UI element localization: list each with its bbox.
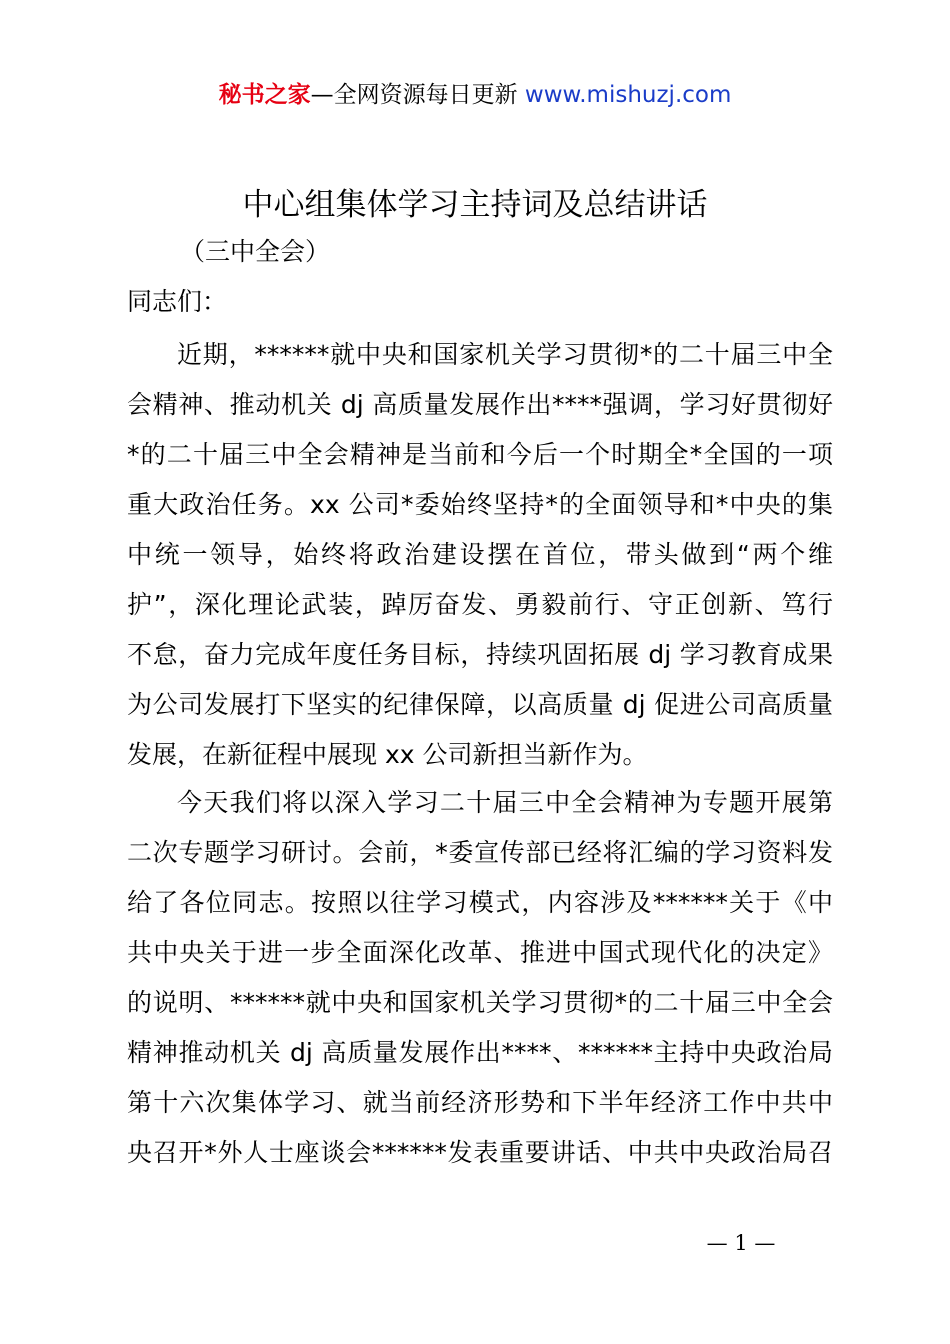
site-brand: 秘书之家 xyxy=(218,82,311,108)
document-subtitle: （三中全会） xyxy=(180,237,331,266)
page-number: — 1 — xyxy=(706,1231,776,1255)
paragraph-line: 今天我们将以深入学习二十届三中全会精神为专题开展第 xyxy=(177,788,833,817)
document-title: 中心组集体学习主持词及总结讲话 xyxy=(242,187,708,223)
site-url-link[interactable]: www.mishuzj.com xyxy=(524,82,732,108)
paragraph-line: 央召开*外人士座谈会******发表重要讲话、中共中央政治局召 xyxy=(127,1138,833,1167)
paragraph-line: 精神推动机关 dj 高质量发展作出****、******主持中央政治局 xyxy=(127,1038,833,1067)
paragraph-line: 重大政治任务。xx 公司*委始终坚持*的全面领导和*中央的集 xyxy=(127,490,833,519)
paragraph-line: 护”，深化理论武装，踔厉奋发、勇毅前行、守正创新、笃行 xyxy=(127,590,833,619)
paragraph-line: 共中央关于进一步全面深化改革、推进中国式现代化的决定》 xyxy=(127,938,833,967)
paragraph-line: *的二十届三中全会精神是当前和今后一个时期全*全国的一项 xyxy=(127,440,833,469)
salutation: 同志们： xyxy=(127,287,228,316)
paragraph-line: 给了各位同志。按照以往学习模式，内容涉及******关于《中 xyxy=(127,888,833,917)
paragraph-line: 的说明、******就中央和国家机关学习贯彻*的二十届三中全会 xyxy=(127,988,833,1017)
paragraph-line: 会精神、推动机关 dj 高质量发展作出****强调，学习好贯彻好 xyxy=(127,390,833,419)
paragraph-2 xyxy=(127,778,833,1178)
paragraph-line: 不怠，奋力完成年度任务目标，持续巩固拓展 dj 学习教育成果 xyxy=(127,640,833,669)
paragraph-line: 近期，******就中央和国家机关学习贯彻*的二十届三中全 xyxy=(177,340,833,369)
site-slogan: —全网资源每日更新 xyxy=(310,82,525,108)
paragraph-line: 为公司发展打下坚实的纪律保障，以高质量 dj 促进公司高质量 xyxy=(127,690,833,719)
paragraph-line: 发展，在新征程中展现 xx 公司新担当新作为。 xyxy=(127,740,648,769)
paragraph-1 xyxy=(127,330,833,780)
paragraph-line: 二次专题学习研讨。会前，*委宣传部已经将汇编的学习资料发 xyxy=(127,838,833,867)
paragraph-line: 第十六次集体学习、就当前经济形势和下半年经济工作中共中 xyxy=(127,1088,833,1117)
site-header xyxy=(0,78,950,112)
paragraph-line: 中统一领导，始终将政治建设摆在首位，带头做到“两个维 xyxy=(127,540,833,569)
